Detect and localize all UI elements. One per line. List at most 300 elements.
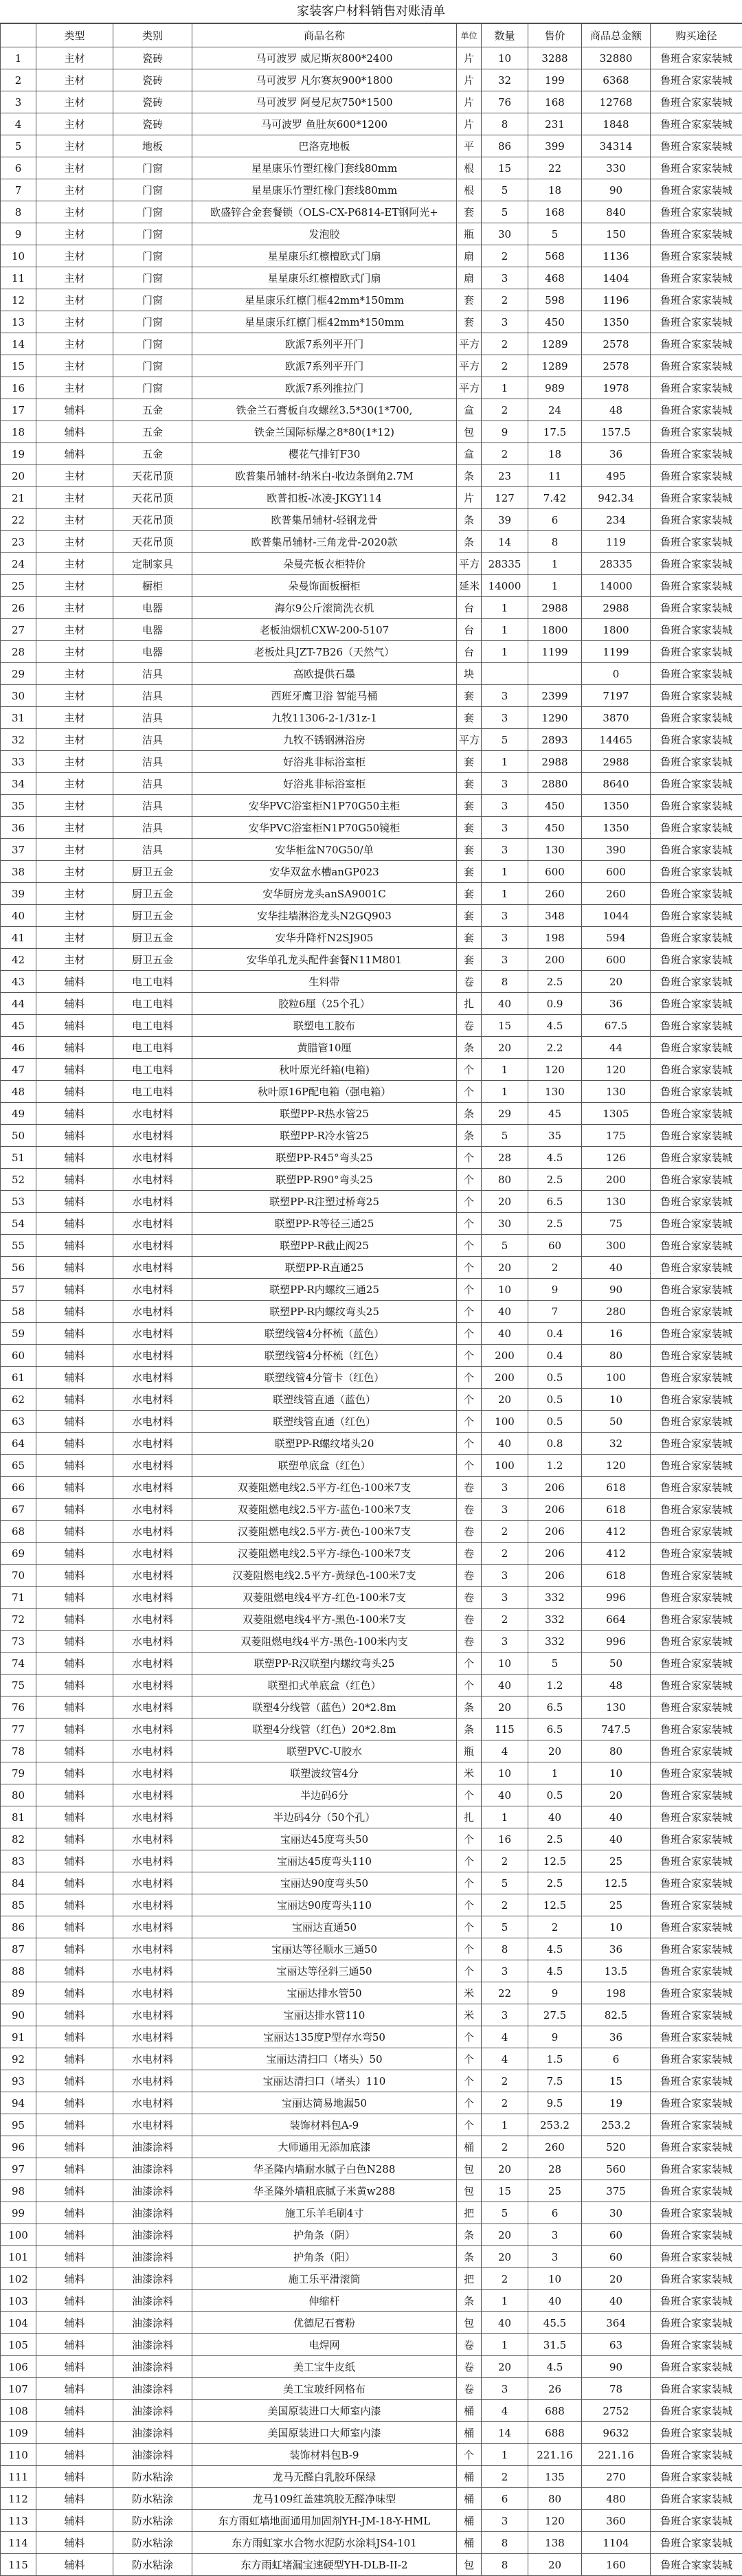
row-price: 568: [528, 245, 582, 267]
row-category: 电工电料: [113, 971, 192, 993]
row-type: 辅料: [36, 2114, 113, 2136]
row-quantity: 2: [482, 1609, 528, 1631]
row-product-name: 联塑PP-R内螺纹弯头25: [192, 1301, 457, 1323]
row-index: 103: [1, 2290, 36, 2312]
table-row: [1, 1850, 742, 1872]
row-type: 主材: [36, 949, 113, 971]
row-category: 油漆涂料: [113, 2444, 192, 2466]
table-row: [1, 223, 742, 245]
row-category: 水电材料: [113, 1653, 192, 1675]
row-total: 126: [582, 1147, 651, 1169]
row-category: 洁具: [113, 707, 192, 729]
row-price: 198: [528, 927, 582, 949]
row-product-name: 联塑PP-R90°弯头25: [192, 1169, 457, 1191]
row-price: 40: [528, 1806, 582, 1828]
row-channel: 鲁班合家家装城: [651, 2048, 742, 2070]
row-index: 90: [1, 2004, 36, 2026]
row-price: 4.5: [528, 2356, 582, 2378]
row-quantity: 16: [482, 1828, 528, 1850]
row-type: 辅料: [36, 1609, 113, 1631]
table-row: [1, 1631, 742, 1653]
row-unit: 个: [457, 1411, 482, 1433]
row-category: 水电材料: [113, 1675, 192, 1696]
row-price: 10: [528, 2268, 582, 2290]
row-index: 36: [1, 817, 36, 839]
row-unit: 扇: [457, 267, 482, 289]
row-price: 20: [528, 1740, 582, 1762]
row-price: 6.5: [528, 1696, 582, 1718]
row-total: 36: [582, 2026, 651, 2048]
row-type: 辅料: [36, 1718, 113, 1740]
row-type: 辅料: [36, 2202, 113, 2224]
row-product-name: 东方雨虹家水合物水泥防水涂料JS4-101: [192, 2532, 457, 2554]
row-category: 防水粘涂: [113, 2510, 192, 2532]
row-unit: 卷: [457, 1499, 482, 1521]
table-row: [1, 1872, 742, 1894]
row-category: 电工电料: [113, 1059, 192, 1081]
row-unit: 个: [457, 1455, 482, 1477]
row-type: 辅料: [36, 2180, 113, 2202]
row-channel: 鲁班合家家装城: [651, 2224, 742, 2246]
row-product-name: 马可波罗 威尼斯灰800*2400: [192, 47, 457, 69]
row-channel: 鲁班合家家装城: [651, 267, 742, 289]
row-total: 10: [582, 1916, 651, 1938]
row-unit: 米: [457, 1762, 482, 1784]
row-quantity: 1: [482, 1806, 528, 1828]
row-channel: 鲁班合家家装城: [651, 553, 742, 575]
table-row: [1, 1828, 742, 1850]
row-channel: 鲁班合家家装城: [651, 1521, 742, 1543]
row-unit: 条: [457, 2246, 482, 2268]
table-row: [1, 1147, 742, 1169]
row-quantity: 32: [482, 69, 528, 91]
row-unit: 台: [457, 641, 482, 663]
row-type: 辅料: [36, 2422, 113, 2444]
row-channel: 鲁班合家家装城: [651, 1345, 742, 1367]
row-index: 84: [1, 1872, 36, 1894]
row-index: 96: [1, 2136, 36, 2158]
row-index: 77: [1, 1718, 36, 1740]
row-total: 664: [582, 1609, 651, 1631]
row-index: 39: [1, 883, 36, 905]
row-product-name: 联塑PP-R螺纹堵头20: [192, 1433, 457, 1455]
table-row: [1, 289, 742, 311]
row-total: 375: [582, 2180, 651, 2202]
row-channel: 鲁班合家家装城: [651, 1433, 742, 1455]
row-type: 主材: [36, 861, 113, 883]
row-type: 辅料: [36, 1455, 113, 1477]
row-total: 600: [582, 949, 651, 971]
row-category: 水电材料: [113, 1938, 192, 1960]
row-type: 辅料: [36, 1279, 113, 1301]
row-product-name: 欧普集吊辅材-纳米白-收边条倒角2.7M: [192, 465, 457, 487]
table-row: [1, 399, 742, 421]
row-unit: 盒: [457, 443, 482, 465]
row-channel: 鲁班合家家装城: [651, 333, 742, 355]
row-price: 9: [528, 1982, 582, 2004]
table-row: [1, 113, 742, 135]
row-product-name: 联塑线管直通（红色）: [192, 1411, 457, 1433]
row-index: 92: [1, 2048, 36, 2070]
row-category: 水电材料: [113, 1499, 192, 1521]
row-type: 辅料: [36, 1411, 113, 1433]
row-index: 35: [1, 795, 36, 817]
row-index: 72: [1, 1609, 36, 1631]
row-type: 辅料: [36, 2136, 113, 2158]
table-row: [1, 1565, 742, 1587]
row-index: 98: [1, 2180, 36, 2202]
table-row: [1, 1257, 742, 1279]
row-index: 29: [1, 663, 36, 685]
row-type: 辅料: [36, 1103, 113, 1125]
table-row: [1, 927, 742, 949]
row-category: 水电材料: [113, 1521, 192, 1543]
row-index: 50: [1, 1125, 36, 1147]
row-total: 200: [582, 1169, 651, 1191]
row-index: 33: [1, 751, 36, 773]
row-category: 定制家具: [113, 553, 192, 575]
row-product-name: 美国原装进口大师室内漆: [192, 2422, 457, 2444]
row-category: 水电材料: [113, 1279, 192, 1301]
row-product-name: 华圣隆内墙耐水腻子白色N288: [192, 2158, 457, 2180]
row-quantity: 20: [482, 2356, 528, 2378]
row-product-name: 欧盛锌合金套餐锁（OLS-CX-P6814-ET钢阿光+: [192, 201, 457, 223]
row-index: 31: [1, 707, 36, 729]
row-unit: 条: [457, 531, 482, 553]
row-index: 45: [1, 1015, 36, 1037]
table-row: [1, 2202, 742, 2224]
row-price: 253.2: [528, 2114, 582, 2136]
row-total: 90: [582, 179, 651, 201]
row-price: 450: [528, 311, 582, 333]
row-quantity: 3: [482, 839, 528, 861]
row-price: 399: [528, 135, 582, 157]
row-quantity: 14: [482, 2422, 528, 2444]
table-row: [1, 993, 742, 1015]
row-unit: 套: [457, 773, 482, 795]
row-price: 468: [528, 267, 582, 289]
row-channel: 鲁班合家家装城: [651, 2488, 742, 2510]
row-type: 主材: [36, 817, 113, 839]
row-total: 7197: [582, 685, 651, 707]
row-index: 80: [1, 1784, 36, 1806]
table-row: [1, 795, 742, 817]
row-total: 90: [582, 1279, 651, 1301]
row-unit: 个: [457, 1433, 482, 1455]
row-unit: 卷: [457, 1521, 482, 1543]
row-index: 100: [1, 2224, 36, 2246]
header-row: [1, 24, 742, 47]
row-category: 门窗: [113, 355, 192, 377]
row-product-name: 宝丽达清扫口（堵头）50: [192, 2048, 457, 2070]
row-category: 水电材料: [113, 1718, 192, 1740]
row-unit: 卷: [457, 2334, 482, 2356]
row-quantity: 40: [482, 2312, 528, 2334]
row-index: 63: [1, 1411, 36, 1433]
table-row: [1, 1762, 742, 1784]
row-total: 130: [582, 1081, 651, 1103]
row-category: 油漆涂料: [113, 2202, 192, 2224]
row-type: 辅料: [36, 1367, 113, 1389]
row-index: 5: [1, 135, 36, 157]
row-unit: 套: [457, 685, 482, 707]
row-quantity: 3: [482, 1960, 528, 1982]
row-channel: 鲁班合家家装城: [651, 905, 742, 927]
row-type: 辅料: [36, 1894, 113, 1916]
row-price: 9: [528, 1279, 582, 1301]
row-index: 1: [1, 47, 36, 69]
row-product-name: 半边码4分（50个孔）: [192, 1806, 457, 1828]
row-product-name: 联塑PP-R等径三通25: [192, 1213, 457, 1235]
table-row: [1, 2400, 742, 2422]
row-category: 天花吊顶: [113, 487, 192, 509]
row-category: 水电材料: [113, 1609, 192, 1631]
row-unit: 平方: [457, 729, 482, 751]
row-quantity: 3: [482, 1477, 528, 1499]
row-index: 2: [1, 69, 36, 91]
row-total: 221.16: [582, 2444, 651, 2466]
table-row: [1, 1389, 742, 1411]
row-price: 2.5: [528, 1169, 582, 1191]
table-row: [1, 1301, 742, 1323]
table-row: [1, 1169, 742, 1191]
row-type: 辅料: [36, 1059, 113, 1081]
row-channel: 鲁班合家家装城: [651, 2554, 742, 2576]
row-product-name: 马可波罗 凡尔赛灰900*1800: [192, 69, 457, 91]
row-category: 水电材料: [113, 1784, 192, 1806]
row-channel: 鲁班合家家装城: [651, 927, 742, 949]
row-product-name: 联塑单底盒（红色）: [192, 1455, 457, 1477]
row-channel: 鲁班合家家装城: [651, 2246, 742, 2268]
row-channel: 鲁班合家家装城: [651, 1696, 742, 1718]
table-row: [1, 421, 742, 443]
table-row: [1, 2070, 742, 2092]
row-index: 61: [1, 1367, 36, 1389]
row-quantity: 5: [482, 201, 528, 223]
row-channel: 鲁班合家家装城: [651, 113, 742, 135]
row-price: 2988: [528, 751, 582, 773]
row-category: 油漆涂料: [113, 2224, 192, 2246]
row-price: 3: [528, 2224, 582, 2246]
row-quantity: 2: [482, 1850, 528, 1872]
row-price: 12.5: [528, 1894, 582, 1916]
table-row: [1, 1916, 742, 1938]
row-category: 电器: [113, 619, 192, 641]
row-total: 412: [582, 1543, 651, 1565]
row-type: 辅料: [36, 2048, 113, 2070]
row-product-name: 宝丽达简易地漏50: [192, 2092, 457, 2114]
row-total: 280: [582, 1301, 651, 1323]
row-index: 27: [1, 619, 36, 641]
row-price: 450: [528, 795, 582, 817]
row-category: 电工电料: [113, 1037, 192, 1059]
row-product-name: 欧普集吊辅材-三角龙骨-2020款: [192, 531, 457, 553]
row-index: 4: [1, 113, 36, 135]
table-row: [1, 2136, 742, 2158]
row-unit: 桶: [457, 2466, 482, 2488]
row-channel: 鲁班合家家装城: [651, 465, 742, 487]
row-index: 37: [1, 839, 36, 861]
row-channel: 鲁班合家家装城: [651, 69, 742, 91]
row-total: 14465: [582, 729, 651, 751]
row-category: 水电材料: [113, 1828, 192, 1850]
table-row: [1, 2532, 742, 2554]
row-total: 48: [582, 1675, 651, 1696]
row-quantity: 2: [482, 289, 528, 311]
table-row: [1, 1191, 742, 1213]
row-product-name: 星星康乐红檩檀欧式门扇: [192, 245, 457, 267]
row-total: 1978: [582, 377, 651, 399]
table-row: [1, 2246, 742, 2268]
row-total: 300: [582, 1235, 651, 1257]
row-type: 辅料: [36, 1169, 113, 1191]
row-product-name: 铁金兰国际标爆之8*80(1*12): [192, 421, 457, 443]
row-product-name: 联塑PP-R直通25: [192, 1257, 457, 1279]
row-price: 12.5: [528, 1850, 582, 1872]
row-type: 辅料: [36, 1125, 113, 1147]
row-channel: 鲁班合家家装城: [651, 1675, 742, 1696]
row-unit: 个: [457, 1323, 482, 1345]
row-channel: 鲁班合家家装城: [651, 443, 742, 465]
row-unit: 个: [457, 1257, 482, 1279]
row-category: 门窗: [113, 267, 192, 289]
row-type: 辅料: [36, 1389, 113, 1411]
row-channel: 鲁班合家家装城: [651, 91, 742, 113]
row-product-name: 双菱阻燃电线4平方-红色-100米7支: [192, 1587, 457, 1609]
row-quantity: 2: [482, 1543, 528, 1565]
row-price: 2.5: [528, 971, 582, 993]
row-price: 206: [528, 1565, 582, 1587]
row-quantity: 8: [482, 971, 528, 993]
row-type: 辅料: [36, 2224, 113, 2246]
row-type: 辅料: [36, 2004, 113, 2026]
row-quantity: 28335: [482, 553, 528, 575]
row-channel: 鲁班合家家装城: [651, 795, 742, 817]
row-price: 0.8: [528, 1433, 582, 1455]
row-total: 20: [582, 1784, 651, 1806]
row-index: 113: [1, 2510, 36, 2532]
row-channel: 鲁班合家家装城: [651, 1279, 742, 1301]
row-quantity: 2: [482, 2070, 528, 2092]
row-total: 330: [582, 157, 651, 179]
table-row: [1, 1653, 742, 1675]
table-row: [1, 597, 742, 619]
row-total: 390: [582, 839, 651, 861]
row-total: 520: [582, 2136, 651, 2158]
table-row: [1, 2290, 742, 2312]
row-channel: 鲁班合家家装城: [651, 531, 742, 553]
row-product-name: 马可波罗 鱼肚灰600*1200: [192, 113, 457, 135]
row-channel: 鲁班合家家装城: [651, 2312, 742, 2334]
row-quantity: 2: [482, 2136, 528, 2158]
row-total: 12768: [582, 91, 651, 113]
table-row: [1, 355, 742, 377]
row-total: 48: [582, 399, 651, 421]
row-type: 主材: [36, 553, 113, 575]
row-channel: 鲁班合家家装城: [651, 949, 742, 971]
row-type: 辅料: [36, 2092, 113, 2114]
row-quantity: 10: [482, 1653, 528, 1675]
row-unit: 个: [457, 1850, 482, 1872]
row-unit: 个: [457, 1828, 482, 1850]
row-price: 1289: [528, 333, 582, 355]
row-type: 主材: [36, 91, 113, 113]
row-type: 辅料: [36, 1960, 113, 1982]
row-type: 辅料: [36, 2378, 113, 2400]
row-category: 厨卫五金: [113, 905, 192, 927]
row-product-name: 宝丽达清扫口（堵头）110: [192, 2070, 457, 2092]
row-unit: 卷: [457, 1477, 482, 1499]
row-product-name: 安华挂墙淋浴龙头N2GQ903: [192, 905, 457, 927]
table-row: [1, 2268, 742, 2290]
row-index: 66: [1, 1477, 36, 1499]
row-type: 辅料: [36, 2488, 113, 2510]
table-row: [1, 1587, 742, 1609]
row-quantity: 1: [482, 377, 528, 399]
row-quantity: 5: [482, 1872, 528, 1894]
row-total: 1104: [582, 2532, 651, 2554]
table-row: [1, 1345, 742, 1367]
table-row: [1, 2312, 742, 2334]
header-quantity: 数量: [482, 24, 528, 47]
row-unit: 条: [457, 1037, 482, 1059]
row-quantity: 1: [482, 883, 528, 905]
row-type: 主材: [36, 245, 113, 267]
row-unit: 扎: [457, 993, 482, 1015]
row-product-name: 巴洛克地板: [192, 135, 457, 157]
row-type: 辅料: [36, 1587, 113, 1609]
row-unit: 桶: [457, 2136, 482, 2158]
row-index: 43: [1, 971, 36, 993]
row-channel: 鲁班合家家装城: [651, 817, 742, 839]
row-type: 主材: [36, 355, 113, 377]
table-row: [1, 1323, 742, 1345]
row-total: 594: [582, 927, 651, 949]
row-product-name: 安华PVC浴室柜N1P70G50主柜: [192, 795, 457, 817]
row-index: 67: [1, 1499, 36, 1521]
row-quantity: 5: [482, 1125, 528, 1147]
row-index: 68: [1, 1521, 36, 1543]
row-index: 69: [1, 1543, 36, 1565]
table-row: [1, 1125, 742, 1147]
row-type: 主材: [36, 795, 113, 817]
row-channel: 鲁班合家家装城: [651, 1367, 742, 1389]
row-price: 0.9: [528, 993, 582, 1015]
header-price: 售价: [528, 24, 582, 47]
table-row: [1, 1411, 742, 1433]
row-category: 水电材料: [113, 1367, 192, 1389]
row-total: 36: [582, 1938, 651, 1960]
table-row: [1, 1213, 742, 1235]
row-category: 水电材料: [113, 1433, 192, 1455]
row-type: 辅料: [36, 971, 113, 993]
row-channel: 鲁班合家家装城: [651, 355, 742, 377]
table-row: [1, 1784, 742, 1806]
row-price: 138: [528, 2532, 582, 2554]
table-row: [1, 1938, 742, 1960]
row-price: 3: [528, 2246, 582, 2268]
row-type: 辅料: [36, 1565, 113, 1587]
row-type: 辅料: [36, 2070, 113, 2092]
row-total: 3870: [582, 707, 651, 729]
row-product-name: 黄腊管10厘: [192, 1037, 457, 1059]
row-category: 电器: [113, 597, 192, 619]
row-product-name: 东方雨虹墙地面通用加固剂YH-JM-18-Y-HML: [192, 2510, 457, 2532]
row-quantity: 3: [482, 817, 528, 839]
row-channel: 鲁班合家家装城: [651, 861, 742, 883]
row-total: 130: [582, 1191, 651, 1213]
row-channel: 鲁班合家家装城: [651, 2444, 742, 2466]
